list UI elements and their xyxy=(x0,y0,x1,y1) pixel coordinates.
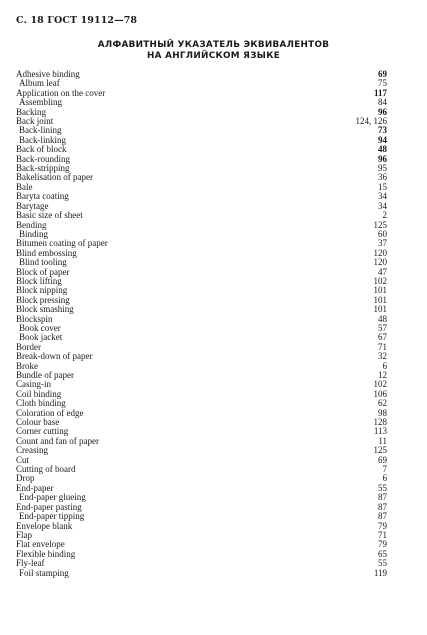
index-term: Backing xyxy=(16,106,46,117)
index-term: Corner cutting xyxy=(16,426,69,437)
index-term: Colour base xyxy=(16,417,60,428)
index-term: Fly-leaf xyxy=(16,558,45,569)
index-term: Cloth binding xyxy=(16,398,66,409)
index-term: Bakelisation of paper xyxy=(16,172,93,183)
index-reference-number: 87 xyxy=(378,511,387,522)
index-term: Block of paper xyxy=(16,266,70,277)
index-term: Cutting of board xyxy=(16,464,76,475)
index-reference-number: 73 xyxy=(378,125,387,136)
index-term: Binding xyxy=(19,228,49,239)
index-reference-number: 125 xyxy=(373,219,387,230)
index-reference-number: 75 xyxy=(378,78,387,89)
index-term: Cut xyxy=(16,454,30,465)
index-term: Back of block xyxy=(16,144,67,155)
index-entry xyxy=(0,324,427,333)
index-term: Bending xyxy=(16,219,47,230)
index-reference-number: 57 xyxy=(378,322,387,333)
index-reference-number: 34 xyxy=(378,200,387,211)
index-term: Bitumen coating of paper xyxy=(16,238,108,249)
index-entry xyxy=(0,305,427,314)
index-reference-number: 101 xyxy=(373,294,387,305)
index-term: Break-down of paper xyxy=(16,351,93,362)
index-term: Book cover xyxy=(19,322,61,333)
index-reference-number: 65 xyxy=(378,548,387,559)
index-reference-number: 119 xyxy=(373,567,387,578)
index-term: Back joint xyxy=(16,116,54,127)
index-term: Back-rounding xyxy=(16,153,70,164)
index-term: Foil stamping xyxy=(19,567,69,578)
index-reference-number: 94 xyxy=(378,134,387,145)
index-term: Block pressing xyxy=(16,294,70,305)
index-title-line-2: НА АНГЛИЙСКОМ ЯЗЫКЕ xyxy=(146,51,281,61)
index-reference-number: 71 xyxy=(378,341,387,352)
index-reference-number: 87 xyxy=(378,501,387,512)
index-entry xyxy=(0,221,427,230)
index-term: Envelope blank xyxy=(16,520,73,531)
index-reference-number: 102 xyxy=(373,275,387,286)
index-entry xyxy=(0,211,427,220)
index-entry xyxy=(0,522,427,531)
index-term: Blind tooling xyxy=(19,257,67,268)
index-reference-number: 69 xyxy=(378,454,387,465)
index-reference-number: 120 xyxy=(373,257,387,268)
index-reference-number: 106 xyxy=(373,388,387,399)
index-reference-number: 32 xyxy=(378,351,387,362)
index-entry xyxy=(0,474,427,483)
index-reference-number: 98 xyxy=(378,407,387,418)
index-term: Block nipping xyxy=(16,285,68,296)
index-reference-number: 7 xyxy=(382,464,387,475)
index-reference-number: 60 xyxy=(378,228,387,239)
index-term: Block lifting xyxy=(16,275,62,286)
index-reference-number: 12 xyxy=(378,370,387,380)
index-reference-number: 120 xyxy=(373,247,387,258)
index-reference-number: 101 xyxy=(373,304,387,315)
index-term: Back-linking xyxy=(19,134,66,145)
index-term: Album leaf xyxy=(19,78,60,89)
index-term: Border xyxy=(16,341,41,352)
index-reference-number: 95 xyxy=(378,163,387,174)
index-entry xyxy=(0,569,427,578)
index-reference-number: 2 xyxy=(382,210,387,221)
index-reference-number: 113 xyxy=(373,426,387,437)
index-term: Back-stripping xyxy=(16,163,70,174)
index-term: Coloration of edge xyxy=(16,407,84,418)
index-reference-number: 47 xyxy=(378,266,387,277)
index-entry xyxy=(0,192,427,201)
index-term: Book jacket xyxy=(19,332,63,343)
term-index-list xyxy=(0,70,427,578)
index-reference-number: 124, 126 xyxy=(355,116,387,127)
index-entry xyxy=(0,437,427,446)
index-reference-number: 67 xyxy=(378,332,387,343)
index-reference-number: 128 xyxy=(373,417,387,428)
index-reference-number: 34 xyxy=(378,191,387,202)
index-reference-number: 71 xyxy=(378,529,387,540)
index-reference-number: 15 xyxy=(378,181,387,192)
index-entry xyxy=(0,268,427,277)
index-entry xyxy=(0,371,427,380)
index-entry xyxy=(0,173,427,182)
index-entry xyxy=(0,465,427,474)
index-term: Back-lining xyxy=(19,125,62,136)
index-reference-number: 55 xyxy=(378,558,387,569)
index-entry xyxy=(0,89,427,98)
index-reference-number: 87 xyxy=(378,492,387,503)
index-reference-number: 37 xyxy=(378,238,387,249)
index-term: Blockspin xyxy=(16,313,53,324)
index-reference-number: 101 xyxy=(373,285,387,296)
index-entry xyxy=(0,550,427,559)
index-term: Drop xyxy=(16,473,35,484)
index-entry xyxy=(0,333,427,342)
index-reference-number: 79 xyxy=(378,539,387,550)
index-term: Baryta coating xyxy=(16,191,69,202)
index-title-line-1: АЛФАВИТНЫЙ УКАЗАТЕЛЬ ЭКВИВАЛЕНТОВ xyxy=(97,40,330,50)
index-entry xyxy=(0,380,427,389)
index-reference-number: 102 xyxy=(373,379,387,390)
index-term: Basic size of sheet xyxy=(16,210,83,221)
index-term: Flexible binding xyxy=(16,548,76,559)
index-reference-number: 48 xyxy=(378,144,387,155)
index-entry xyxy=(0,70,427,79)
index-term: Casing-in xyxy=(16,379,51,390)
index-term: Count and fan of paper xyxy=(16,435,99,446)
index-reference-number: 36 xyxy=(378,172,387,183)
index-entry xyxy=(0,446,427,455)
index-reference-number: 96 xyxy=(378,153,387,164)
index-reference-number: 125 xyxy=(373,445,387,456)
index-term: End-paper tipping xyxy=(19,511,85,522)
index-entry xyxy=(0,315,427,324)
index-entry xyxy=(0,352,427,361)
index-term: Broke xyxy=(16,360,38,371)
index-reference-number: 48 xyxy=(378,313,387,324)
index-term: End-paper pasting xyxy=(16,501,82,512)
index-entry xyxy=(0,98,427,107)
index-term: Bundle of paper xyxy=(16,370,74,380)
page-header: С. 18 ГОСТ 19112—78 xyxy=(16,15,138,26)
index-reference-number: 79 xyxy=(378,520,387,531)
index-term: Flap xyxy=(16,529,33,540)
index-term: Block smashing xyxy=(16,304,74,315)
index-reference-number: 11 xyxy=(378,435,387,446)
index-term: Application on the cover xyxy=(16,87,106,98)
index-term: Coil binding xyxy=(16,388,62,399)
index-reference-number: 117 xyxy=(373,87,387,98)
index-entry xyxy=(0,117,427,126)
index-term: Flat envelope xyxy=(16,539,65,550)
index-term: Creasing xyxy=(16,445,48,456)
index-term: Adhesive binding xyxy=(16,69,80,79)
index-term: Barytage xyxy=(16,200,49,211)
index-term: End-paper xyxy=(16,482,54,493)
index-term: End-paper glueing xyxy=(19,492,86,503)
index-entry xyxy=(0,409,427,418)
index-reference-number: 96 xyxy=(378,106,387,117)
index-term: Blind embossing xyxy=(16,247,77,258)
index-term: Bale xyxy=(16,181,33,192)
index-reference-number: 6 xyxy=(382,360,387,371)
index-reference-number: 55 xyxy=(378,482,387,493)
index-term: Assembling xyxy=(19,97,63,108)
index-reference-number: 84 xyxy=(378,97,387,108)
index-reference-number: 62 xyxy=(378,398,387,409)
index-reference-number: 6 xyxy=(382,473,387,484)
index-reference-number: 69 xyxy=(378,69,387,79)
